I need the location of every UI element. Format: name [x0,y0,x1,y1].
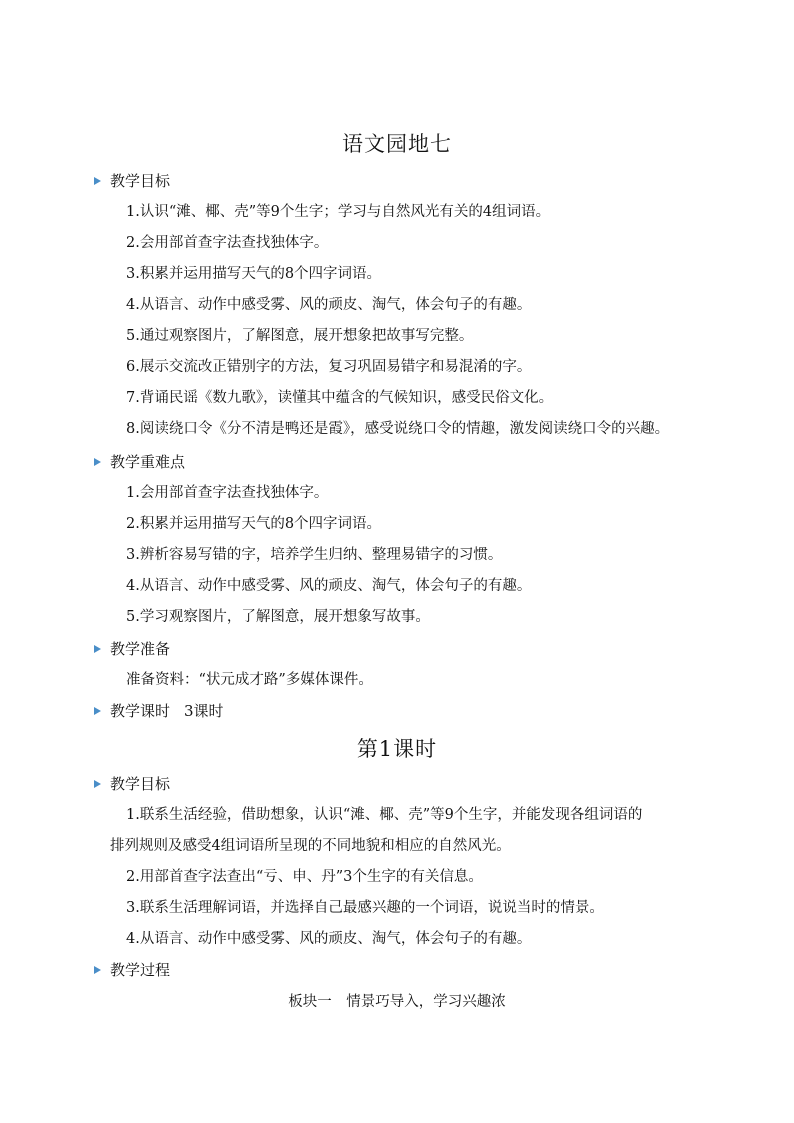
process-heading-text: 教学过程 [110,961,171,979]
bullet-triangle-icon [94,177,101,185]
key-point-item: 1.会用部首查字法查找独体字。 [126,485,329,501]
lesson-goal-item: 1.联系生活经验，借助想象，认识“滩、椰、壳”等9个生字，并能发现各组词语的 [126,807,643,823]
lesson-goal-item: 4.从语言、动作中感受雾、风的顽皮、淘气，体会句子的有趣。 [126,931,532,947]
goal-item: 1.认识“滩、椰、壳”等9个生字；学习与自然风光有关的4组词语。 [126,204,551,220]
lesson-goals-heading-text: 教学目标 [110,775,171,793]
bullet-triangle-icon [94,458,101,466]
goal-item: 2.会用部首查字法查找独体字。 [126,235,329,251]
lesson-goal-item-continued: 排列规则及感受4组词语所呈现的不同地貌和相应的自然风光。 [110,838,511,854]
key-points-heading-text: 教学重难点 [110,453,186,471]
bullet-triangle-icon [94,966,101,974]
goal-item: 8.阅读绕口令《分不清是鸭还是霞》，感受说绕口令的情趣，激发阅读绕口令的兴趣。 [126,421,670,437]
lesson-title: 第1课时 [356,737,438,761]
lesson-goal-item: 2.用部首查字法查出“亏、申、丹”3个生字的有关信息。 [126,869,483,885]
bullet-triangle-icon [94,645,101,653]
key-point-item: 5.学习观察图片，了解图意，展开想象写故事。 [126,609,430,625]
section-heading-lesson-goals [94,773,170,795]
key-point-item: 4.从语言、动作中感受雾、风的顽皮、淘气，体会句子的有趣。 [126,578,532,594]
preparation-heading-text: 教学准备 [110,640,171,658]
hours-value: 3课时 [184,702,224,720]
bullet-triangle-icon [94,780,101,788]
bullet-triangle-icon [94,707,101,715]
goal-item: 7.背诵民谣《数九歌》，读懂其中蕴含的气候知识，感受民俗文化。 [126,390,554,406]
section-heading-process [94,959,170,981]
goal-item: 6.展示交流改正错别字的方法，复习巩固易错字和易混淆的字。 [126,359,532,375]
section-heading-hours [94,700,224,722]
hours-heading-text: 教学课时 [110,702,171,720]
key-point-item: 3.辨析容易写错的字，培养学生归纳、整理易错字的习惯。 [126,547,503,563]
section-heading-key-points [94,451,185,473]
block-heading: 板块一 情景巧导入，学习兴趣浓 [288,994,506,1010]
preparation-text: 准备资料：“状元成才路”多媒体课件。 [126,672,373,688]
goal-item: 4.从语言、动作中感受雾、风的顽皮、淘气，体会句子的有趣。 [126,297,532,313]
goals-heading-text: 教学目标 [110,172,171,190]
section-heading-preparation [94,638,170,660]
key-point-item: 2.积累并运用描写天气的8个四字词语。 [126,516,382,532]
section-heading-goals [94,170,170,192]
goal-item: 3.积累并运用描写天气的8个四字词语。 [126,266,382,282]
document-title: 语文园地七 [342,132,452,156]
lesson-goal-item: 3.联系生活理解词语，并选择自己最感兴趣的一个词语，说说当时的情景。 [126,900,604,916]
goal-item: 5.通过观察图片，了解图意，展开想象把故事写完整。 [126,328,474,344]
